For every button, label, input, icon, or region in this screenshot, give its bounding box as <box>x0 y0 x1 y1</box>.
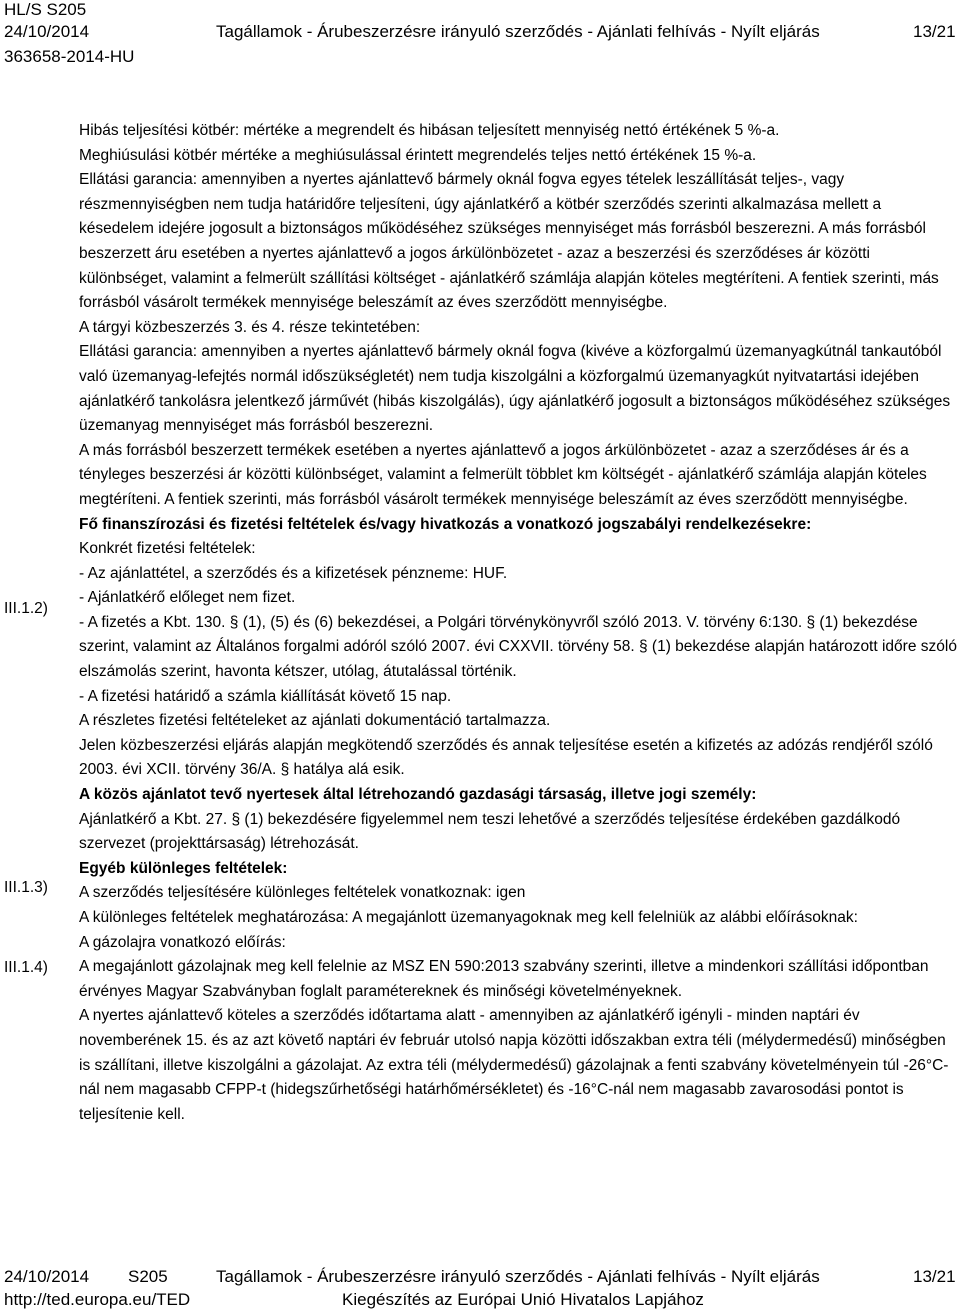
section-heading-iii-1-2: Fő finanszírozási és fizetési feltételek és/vagy hivatkozás a vonatkozó jogszabályi rendelkezésekre: <box>79 515 812 533</box>
paragraph: A részletes fizetési feltételeket az ajánlati dokumentáció tartalmazza. <box>79 712 551 730</box>
header-title: Tagállamok - Árubeszerzésre irányuló szerződés - Ajánlati felhívás - Nyílt eljárás <box>216 22 820 41</box>
section-heading-iii-1-4: Egyéb különleges feltételek: <box>79 859 288 877</box>
paragraph: - Ajánlatkérő előleget nem fizet. <box>79 589 296 607</box>
paragraph: A szerződés teljesítésére különleges feltételek vonatkoznak: igen <box>79 884 526 902</box>
paragraph: Jelen közbeszerzési eljárás alapján megkötendő szerződés és annak teljesítése esetén a kifizetés az adózás rendjéről szóló 2003. évi XCII. törvény 36/A. § hatálya alá esik. <box>79 736 933 779</box>
paragraph: - Az ajánlattétel, a szerződés és a kifizetések pénzneme: HUF. <box>79 564 508 582</box>
paragraph: A más forrásból beszerzett termékek esetében a nyertes ajánlattevő a jogos árkülönbözetet - azaz a szerződéses ár és a tényleges beszerzési ár közötti különbséget, valamint a felmerült többlet km költségét - ajánlatkérő számlája alapján köteles megtéríteni. A fentiek szerinti, más forrásból vásárolt termékek mennyisége beleszámít az éves szerződött mennyiségbe. <box>79 441 927 508</box>
paragraph: Hibás teljesítési kötbér: mértéke a megrendelt és hibásan teljesített mennyiség nettó értékének 5 %-a. <box>79 122 780 139</box>
footer-issue: S205 <box>128 1267 168 1286</box>
header-reference: 363658-2014-HU <box>4 47 135 66</box>
header-id: HL/S S205 <box>4 0 87 19</box>
section-label-iii-1-4: III.1.4) <box>4 959 48 976</box>
paragraph: A különleges feltételek meghatározása: A megajánlott üzemanyagoknak meg kell felelniük az alábbi előírásoknak: <box>79 909 858 926</box>
footer-page-number: 13/21 <box>913 1267 956 1286</box>
paragraph: A tárgyi közbeszerzés 3. és 4. része tekintetében: <box>79 318 421 336</box>
paragraph: Ajánlatkérő a Kbt. 27. § (1) bekezdésére figyelemmel nem teszi lehetővé a szerződés teljesítése érdekében gazdálkodó szervezet (projekttársaság) létrehozását. <box>79 810 901 853</box>
paragraph: - A fizetés a Kbt. 130. § (1), (5) és (6) bekezdései, a Polgári törvénykönyvről szóló 2013. V. törvény 6:130. § (1) bekezdése szerint, valamint az Általános forgalmi adóról szóló 2007. évi CXXVII. törvény 58. § (1) bekezdése alapján határozott időre szóló elszámolás szerint, havonta kétszer, utólag, átutalással történik. <box>79 613 957 681</box>
paragraph: Konkrét fizetési feltételek: <box>79 540 256 558</box>
section-label-iii-1-3: III.1.3) <box>4 879 48 896</box>
footer-date: 24/10/2014 <box>4 1267 90 1286</box>
paragraph: - A fizetési határidő a számla kiállítását követő 15 nap. <box>79 687 452 705</box>
paragraph: A megajánlott gázolajnak meg kell felelnie az MSZ EN 590:2013 szabvány szerinti, illetve a mindenkori szállítási időpontban érvényes Magyar Szabványban foglalt paramétereknek és minőségi követelményeknek. <box>79 958 929 1000</box>
footer-title: Tagállamok - Árubeszerzésre irányuló szerződés - Ajánlati felhívás - Nyílt eljárás <box>216 1267 820 1286</box>
paragraph: Meghiúsulási kötbér mértéke a meghiúsulással érintett megrendelés teljes nettó értékének 15 %-a. <box>79 146 757 164</box>
paragraph: A gázolajra vonatkozó előírás: <box>79 933 286 951</box>
header-date: 24/10/2014 <box>4 22 90 41</box>
paragraph: Ellátási garancia: amennyiben a nyertes ajánlattevő bármely oknál fogva egyes tételek leszállítását teljes-, vagy részmennyiségben nem tudja határidőre teljesíteni, úgy ajánlatkérő a kötbér szerződés szerinti alkalmazása mellett a késedelem idejére jogosult a biztonságos működéséhez szükséges mennyiséget más forrásból beszerezni. A más forrásból beszerzett áru esetében a nyertes ajánlattevő a jogos árkülönbözetet - azaz a beszerzési és szerződéses ár közötti különbséget, valamint a felmerült szállítási költséget - ajánlatkérő számlája alapján köteles megtéríteni. A fentiek szerinti, más forrásból vásárolt termékek mennyisége beleszámít az éves szerződött mennyiségbe. <box>79 171 939 312</box>
footer-publisher: Kiegészítés az Európai Unió Hivatalos Lapjához <box>342 1290 704 1309</box>
paragraph: A nyertes ajánlattevő köteles a szerződés időtartama alatt - amennyiben az ajánlatkérő igényli - minden naptári év novemberének 15. és az azt követő naptári év február utolsó napja közötti időszakban extra téli (mélydermedésű) minőségben is szállítani, illetve kiszolgálni a gázolajat. Az extra téli (mélydermedésű) gázolajnak a fenti szabvány követelményein túl -26°C-nál nem magasabb CFPP-t (hidegszűrhetőségi határhőmérsékletet) és -16°C-nál nem magasabb zavarosodási pontot is teljesítenie kell. <box>79 1007 949 1123</box>
paragraph: Ellátási garancia: amennyiben a nyertes ajánlattevő bármely oknál fogva (kivéve a közforgalmú üzemanyagkútnál tankautóból való üzemanyag-lefejtés normál időszükségletét) nem tudja kiszolgálni a közforgalmú üzemanyagkút nyitvatartási idejében ajánlatkérő tankolásra jelentkező járművét (hibás kiszolgálás), úgy ajánlatkérő jogosult a biztonságos működéséhez szükséges üzemanyag mennyiséget más forrásból beszerezni. <box>79 343 951 435</box>
header-page-number: 13/21 <box>913 22 956 41</box>
document-body <box>79 119 959 1127</box>
footer-url-link[interactable]: http://ted.europa.eu/TED <box>4 1290 191 1309</box>
section-heading-iii-1-3: A közös ajánlatot tevő nyertesek által létrehozandó gazdasági társaság, illetve jogi személy: <box>79 786 757 804</box>
section-label-iii-1-2: III.1.2) <box>4 600 48 617</box>
